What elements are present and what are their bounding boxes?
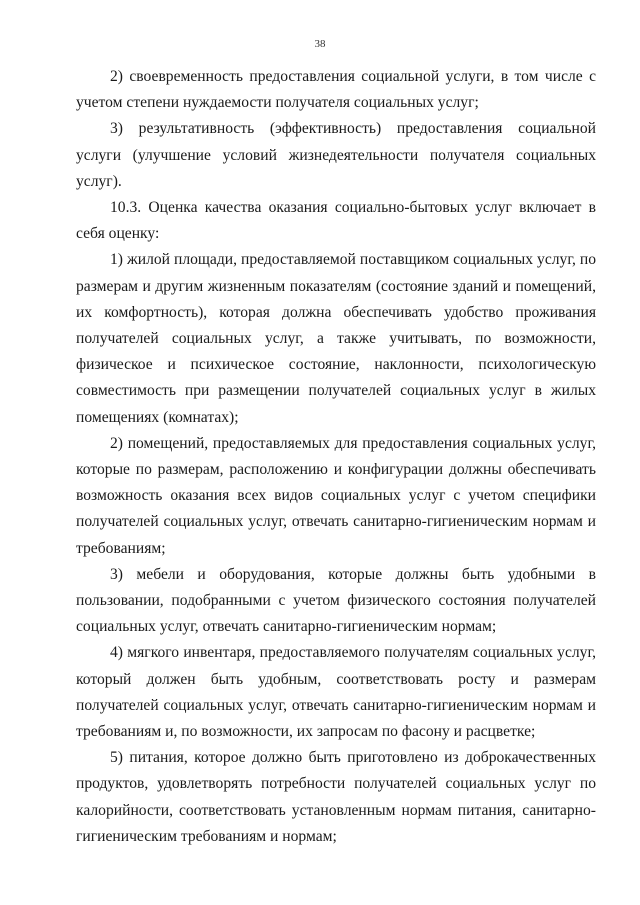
page-number: 38 bbox=[314, 38, 326, 50]
paragraph-effectiveness: 3) результативность (эффективность) предоставления социальной услуги (улучшение условий жизнедеятельности получателя социальных услуг). bbox=[76, 120, 596, 190]
document-body bbox=[76, 64, 596, 850]
paragraph-premises: 2) помещений, предоставляемых для предоставления социальных услуг, которые по размерам, расположению и конфигурации должны обеспечивать возможность оказания всех видов социальных услуг с учетом специфики получателей социальных услуг, отвечать санитарно-гигиеническим нормам и требованиям; bbox=[76, 434, 596, 557]
paragraph-timeliness: 2) своевременность предоставления социальной услуги, в том числе с учетом степени нуждаемости получателя социальных услуг; bbox=[76, 68, 596, 112]
paragraph-furniture: 3) мебели и оборудования, которые должны быть удобными в пользовании, подобранными с учетом физического состояния получателей социальных услуг, отвечать санитарно-гигиеническим нормам; bbox=[76, 565, 596, 636]
paragraph-nutrition: 5) питания, которое должно быть приготовлено из доброкачественных продуктов, удовлетворять потребности получателей социальных услуг по калорийности, соответствовать установленным нормам питания, санитарно-гигиеническим требованиям и нормам; bbox=[76, 749, 596, 845]
paragraph-soft-inventory: 4) мягкого инвентаря, предоставляемого получателям социальных услуг, который должен быть удобным, соответствовать росту и размерам получателей социальных услуг, отвечать санитарно-гигиеническим нормам и требованиям и, по возможности, их запросам по фасону и расцветке; bbox=[76, 644, 596, 741]
paragraph-living-space: 1) жилой площади, предоставляемой поставщиком социальных услуг, по размерам и другим жизненным показателям (состояние зданий и помещений, их комфортность), которая должна обеспечивать удобство проживания получателей социальных услуг, а также учитывать, по возможности, физическое и психическое состояние, наклонности, психологическую совместимость при размещении получателей социальных услуг в жилых помещениях (комнатах); bbox=[76, 251, 596, 426]
paragraph-section-10-3: 10.3. Оценка качества оказания социально-бытовых услуг включает в себя оценку: bbox=[76, 199, 596, 243]
